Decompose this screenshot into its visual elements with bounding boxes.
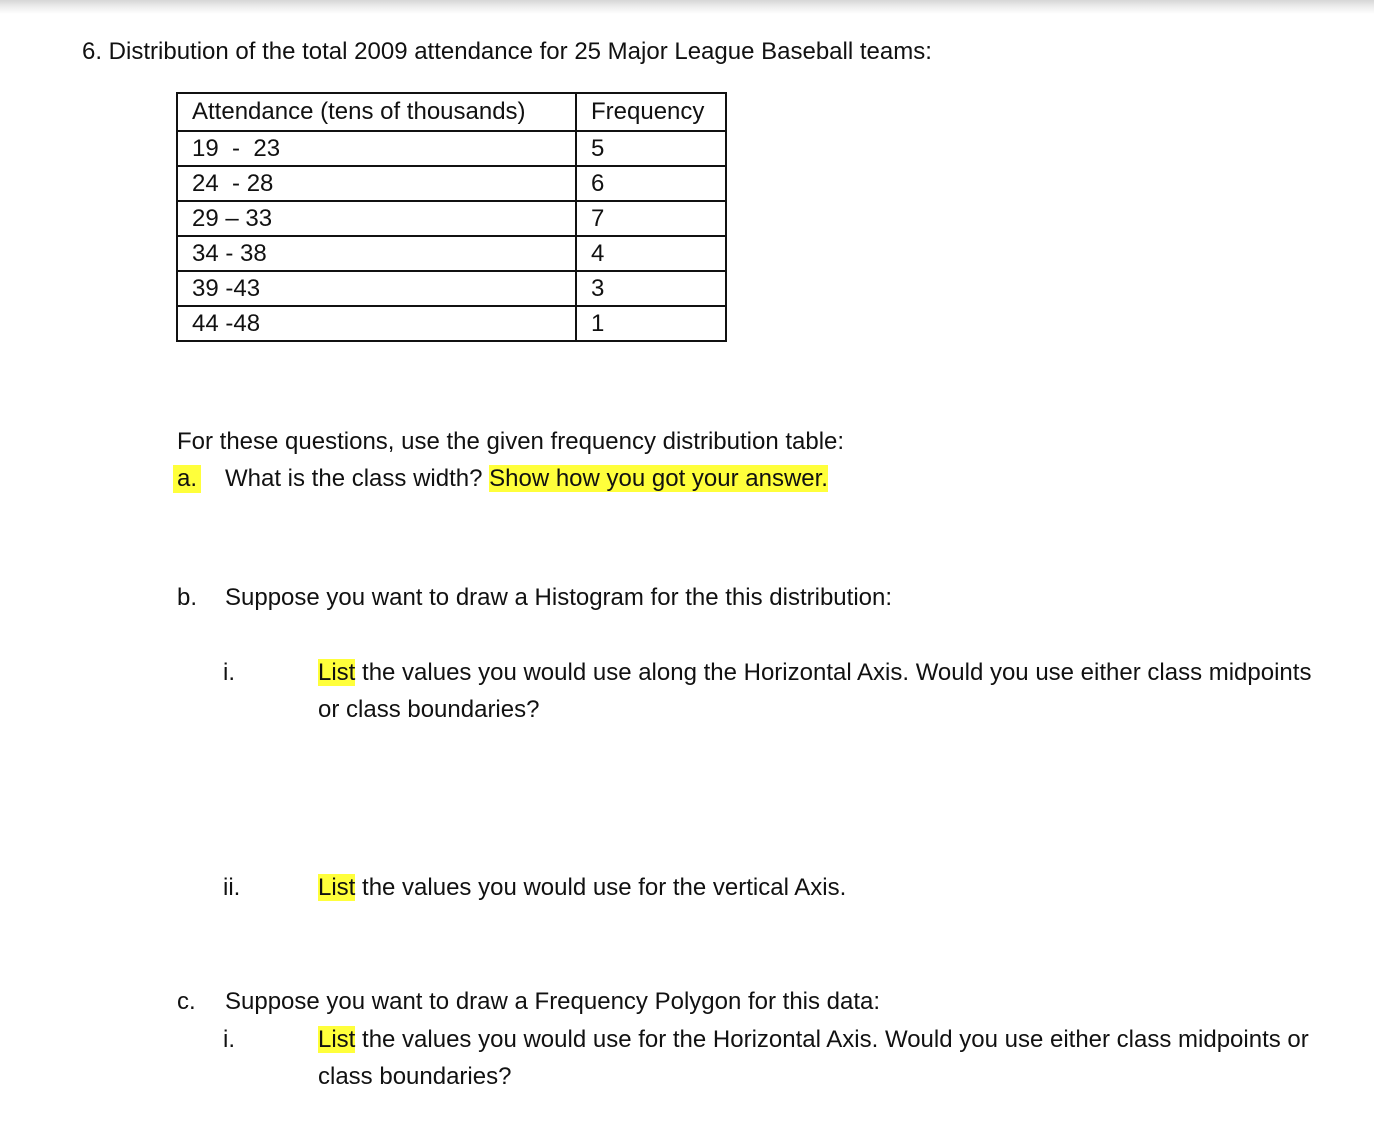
cell-frequency: 5 [576,131,726,166]
cell-attendance: 24 - 28 [177,166,576,201]
part-c-item-i-marker: i. [223,1026,235,1053]
table-row [177,166,726,201]
part-c-marker: c. [177,988,196,1015]
table-row [177,306,726,341]
part-b-marker: b. [177,584,198,611]
list-highlight: List [318,874,356,901]
part-b-item-ii-body: the values you would use for the vertical Axis. [355,874,847,901]
part-c-item-i-text [318,1021,1328,1095]
part-b-question: Suppose you want to draw a Histogram for the this distribution: [225,584,893,611]
part-a-highlight: Show how you got your answer. [489,465,828,492]
part-a-question-text: What is the class width? [225,465,483,492]
list-highlight: List [318,1026,356,1053]
cell-attendance: 44 -48 [177,306,576,341]
cell-attendance: 39 -43 [177,271,576,306]
table-row [177,131,726,166]
part-a-marker: a. [173,465,201,493]
part-b-item-ii-text [318,869,1328,906]
header-frequency: Frequency [576,93,726,131]
cell-attendance: 19 - 23 [177,131,576,166]
page-top-shadow [0,0,1374,14]
cell-frequency: 3 [576,271,726,306]
cell-frequency: 1 [576,306,726,341]
part-c-item-i-body: the values you would use for the Horizontal Axis. Would you use either class midpoints or class boundaries? [318,1026,1309,1090]
table-row [177,236,726,271]
cell-frequency: 7 [576,201,726,236]
part-b-item-i-body: the values you would use along the Horizontal Axis. Would you use either class midpoints or class boundaries? [318,659,1312,723]
part-b-item-i-text [318,654,1328,728]
question-title: 6. Distribution of the total 2009 attendance for 25 Major League Baseball teams: [82,38,932,65]
cell-frequency: 6 [576,166,726,201]
table-header-row [177,93,726,131]
table-row [177,201,726,236]
part-a-question [225,465,828,493]
table-row [177,271,726,306]
part-c-question: Suppose you want to draw a Frequency Polygon for this data: [225,988,881,1015]
instructions-text: For these questions, use the given frequency distribution table: [177,428,845,455]
header-attendance: Attendance (tens of thousands) [177,93,576,131]
part-b-item-i-marker: i. [223,659,235,686]
cell-attendance: 29 – 33 [177,201,576,236]
frequency-table [176,92,727,342]
part-b-item-ii-marker: ii. [223,874,241,901]
cell-attendance: 34 - 38 [177,236,576,271]
cell-frequency: 4 [576,236,726,271]
list-highlight: List [318,659,356,686]
